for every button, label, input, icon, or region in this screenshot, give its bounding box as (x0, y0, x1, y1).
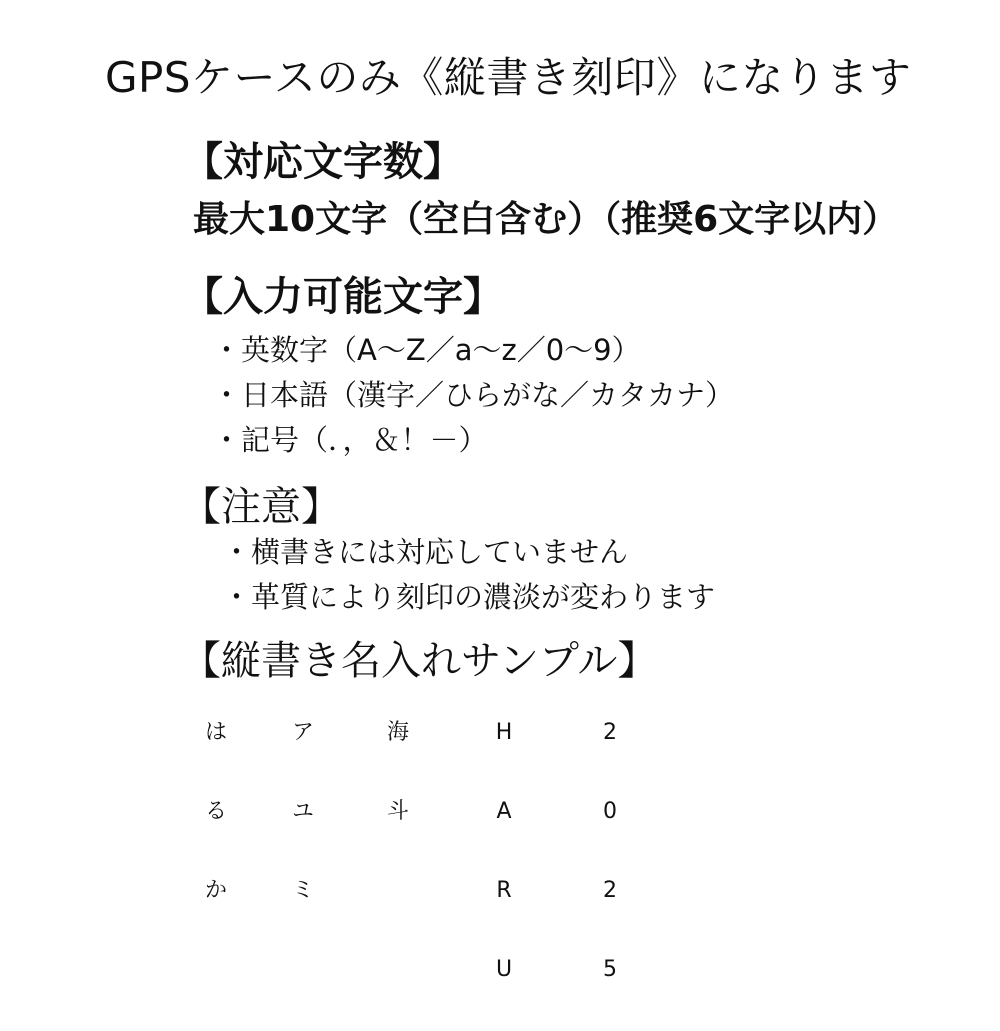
sample-char: 0 (603, 799, 617, 824)
sample-char: H (495, 720, 513, 745)
sample-char: ユ (291, 799, 314, 824)
notes-item-horizontal: ・横書きには対応していません (222, 535, 629, 569)
sample-column-haru (484, 715, 524, 1031)
sample-char: ミ (291, 878, 314, 903)
sample-char: 斗 (386, 799, 409, 824)
char-count-detail: 最大10文字（空白含む）（推奨6文字以内） (193, 199, 899, 240)
sample-char: A (496, 799, 512, 824)
sample-char: R (496, 878, 512, 903)
allowed-chars-item-symbols: ・記号（．，＆！－） (212, 423, 488, 457)
notes-list (222, 530, 715, 620)
page-title: GPSケースのみ《縦書き刻印》になります (105, 53, 912, 102)
sample-heading: 【縦書き名入れサンプル】 (181, 638, 658, 684)
sample-char: ア (291, 720, 314, 745)
char-count-heading: 【対応文字数】 (183, 139, 463, 185)
sample-column-haruka (196, 715, 236, 952)
notes-heading: 【注意】 (181, 484, 341, 530)
sample-char: 2 (603, 720, 617, 745)
sample-char: る (204, 799, 227, 824)
sample-column-year (590, 715, 630, 1031)
sample-char: 5 (603, 957, 617, 982)
allowed-chars-heading: 【入力可能文字】 (183, 274, 503, 320)
allowed-chars-item-japanese: ・日本語（漢字／ひらがな／カタカナ） (212, 378, 735, 412)
sample-column-ayumi (283, 715, 323, 952)
sample-column-kaito (378, 715, 418, 873)
allowed-chars-list (212, 328, 734, 463)
sample-char: 2 (603, 878, 617, 903)
sample-char: U (495, 957, 513, 982)
sample-char: か (204, 878, 227, 903)
sample-char: は (204, 720, 227, 745)
sample-char: 海 (386, 720, 409, 745)
notes-item-leather: ・革質により刻印の濃淡が変わります (222, 580, 716, 614)
allowed-chars-item-alphanumeric: ・英数字（A～Z／a～z／0～9） (212, 333, 641, 367)
vertical-engraving-samples (0, 715, 1000, 1000)
